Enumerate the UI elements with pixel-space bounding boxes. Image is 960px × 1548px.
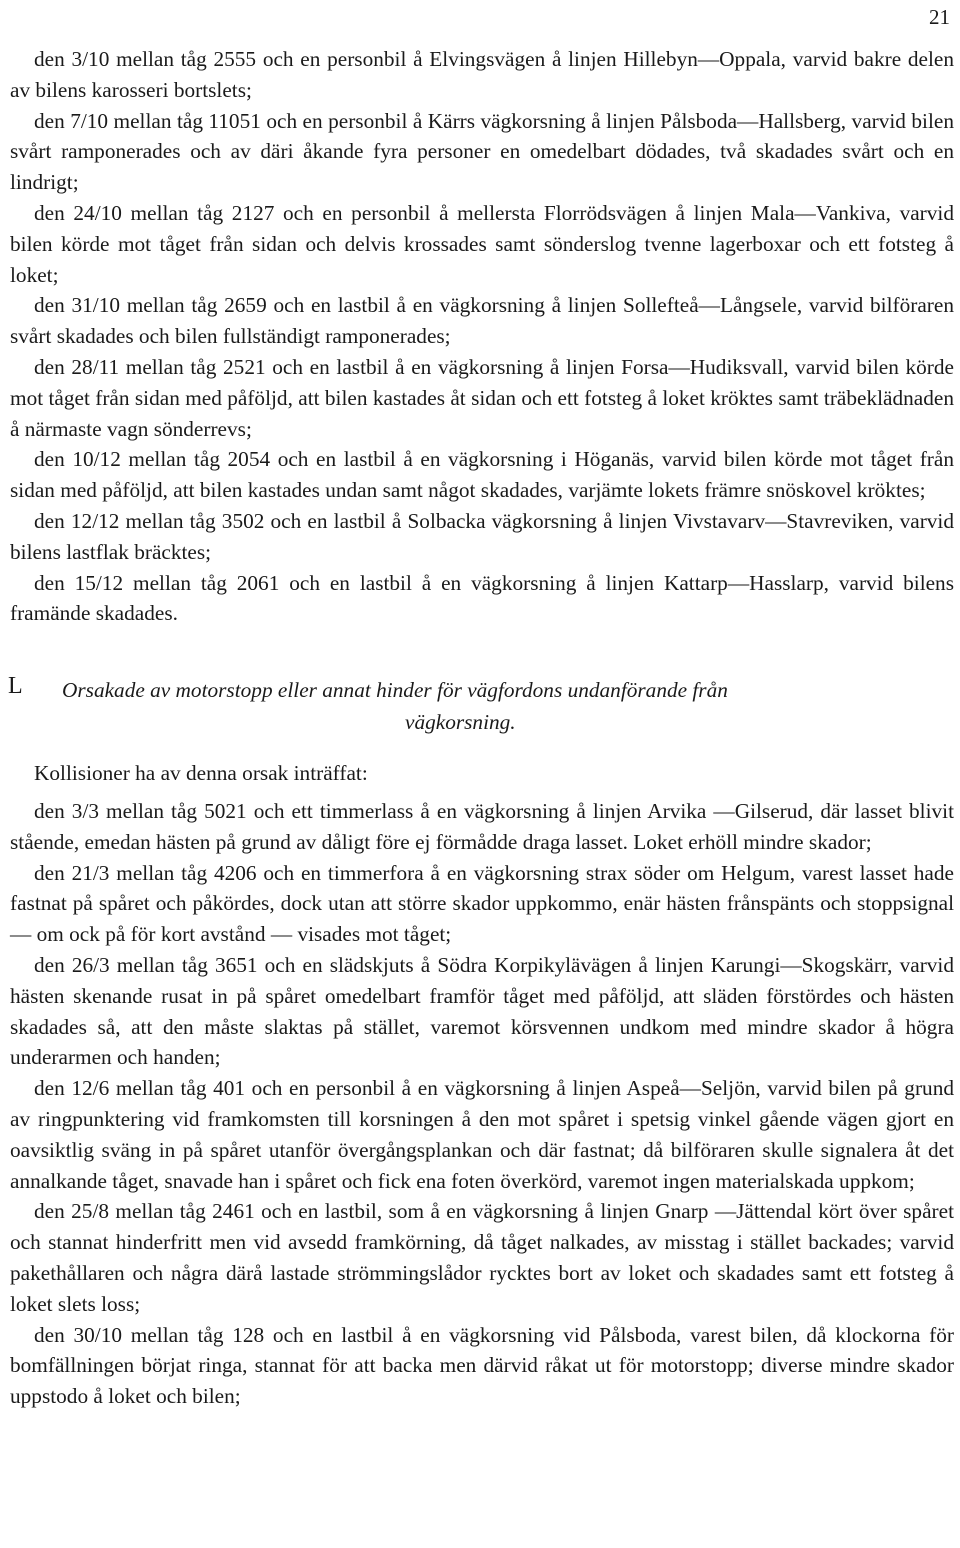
paragraph: den 21/3 mellan tåg 4206 och en timmerfora å en vägkorsning strax söder om Helgum, varest lasset hade fastnat på spåret och påkördes, dock utan att större skador uppkommo, enär hästen frånspänts och stoppsignal — om ock på för kort avstånd — visades mot tåget; xyxy=(10,860,954,947)
paragraph: den 15/12 mellan tåg 2061 och en lastbil å en vägkorsning å linjen Kattarp—Hasslarp, varvid bilens framände skadades. xyxy=(10,570,954,626)
section-intro: Kollisioner ha av denna orsak inträffat: xyxy=(34,761,368,785)
page-number: 21 xyxy=(929,5,950,29)
paragraph: den 28/11 mellan tåg 2521 och en lastbil å en vägkorsning å linjen Forsa—Hudiksvall, varvid bilen körde mot tåget från sidan med påföljd, att bilen kastades åt sidan och ett fotsteg å loket kröktes samt träbeklädnaden å närmaste vagn sönderrevs; xyxy=(10,354,954,441)
paragraph: den 3/3 mellan tåg 5021 och ett timmerlass å en vägkorsning å linjen Arvika —Gilserud, där lasset blivit stående, emedan hästen på grund av dåligt före ej förmådde draga lasset. Loket erhöll mindre skador; xyxy=(10,799,954,854)
paragraph: den 12/12 mellan tåg 3502 och en lastbil å Solbacka vägkorsning å linjen Vivstavarv—Stavreviken, varvid bilens lastflak bräcktes; xyxy=(10,508,954,564)
paragraph: den 25/8 mellan tåg 2461 och en lastbil, som å en vägkorsning å linjen Gnarp —Jättendal kört över spåret och stannat hinderfritt men vid avsedd framkörning, då tåget nalkades, av misstag i stället backades; varvid pakethållaren och några därå lastade strömmingslådor rycktes bort av loket och skadades samt ett fotsteg å loket slets loss; xyxy=(10,1199,954,1316)
paragraph: den 10/12 mellan tåg 2054 och en lastbil å en vägkorsning i Höganäs, varvid bilen körde mot tåget från sidan med påföljd, att bilen kastades undan samt något skadades, varjämte lokets främre snöskovel kröktes; xyxy=(10,447,954,503)
paragraph: den 24/10 mellan tåg 2127 och en personbil å mellersta Florrödsvägen å linjen Mala—Vankiva, varvid bilen körde mot tåget från sidan och delvis krossades samt sönderslog tvenne lagerboxar och ett fotsteg å loket; xyxy=(10,200,954,287)
paragraph: den 30/10 mellan tåg 128 och en lastbil å en vägkorsning vid Pålsboda, varest bilen, då klockorna för bomfällningen börjat ringa, stannat för att backa men därvid råkat ut för motorstopp; diverse mindre skador uppstodo å loket och bilen; xyxy=(10,1322,954,1409)
section-heading-line: Orsakade av motorstopp eller annat hinder för vägfordons undanförande från xyxy=(62,678,728,702)
paragraph: den 31/10 mellan tåg 2659 och en lastbil å en vägkorsning å linjen Sollefteå—Långsele, varvid bilföraren svårt skadades och bilen fullständigt ramponerades; xyxy=(10,293,954,349)
document-page xyxy=(10,0,954,1548)
paragraph: den 7/10 mellan tåg 11051 och en personbil å Kärrs vägkorsning å linjen Pålsboda—Hallsberg, varvid bilen svårt ramponerades och av däri åkande fyra personer en omedelbart dödades, två skadades svårt och en lindrigt; xyxy=(10,108,954,195)
section-heading xyxy=(10,674,954,738)
section-heading-line: vägkorsning. xyxy=(405,710,516,734)
accident-list-top xyxy=(10,44,954,629)
paragraph: den 3/10 mellan tåg 2555 och en personbil å Elvingsvägen å linjen Hillebyn—Oppala, varvid bakre delen av bilens karosseri bortslets; xyxy=(10,47,954,102)
paragraph: den 26/3 mellan tåg 3651 och en slädskjuts å Södra Korpikylävägen å linjen Karungi—Skogskärr, varvid hästen skenande rusat in på spåret omedelbart framför tåget med påföljd, att släden förstördes och hästen skadades så, att den måste slaktas på stället, varemot körsvennen undkom med mindre skador å högra underarmen och handen; xyxy=(10,952,954,1070)
paragraph: den 12/6 mellan tåg 401 och en personbil å en vägkorsning å linjen Aspeå—Seljön, varvid bilen på grund av ringpunktering vid framkomsten till korsningen å den mot spåret i spetsig vinkel gående vägen gjort en oavsiktlig sväng in på spåret utanför övergångsplankan och där fastnat; då bilföraren skulle signalera åt det annalkande tåget, snavade han i spåret och fick ena foten överkörd, varemot ingen materialskada uppkom; xyxy=(10,1076,954,1193)
handwritten-mark: L xyxy=(8,673,23,699)
accident-list-bottom xyxy=(10,796,954,1412)
